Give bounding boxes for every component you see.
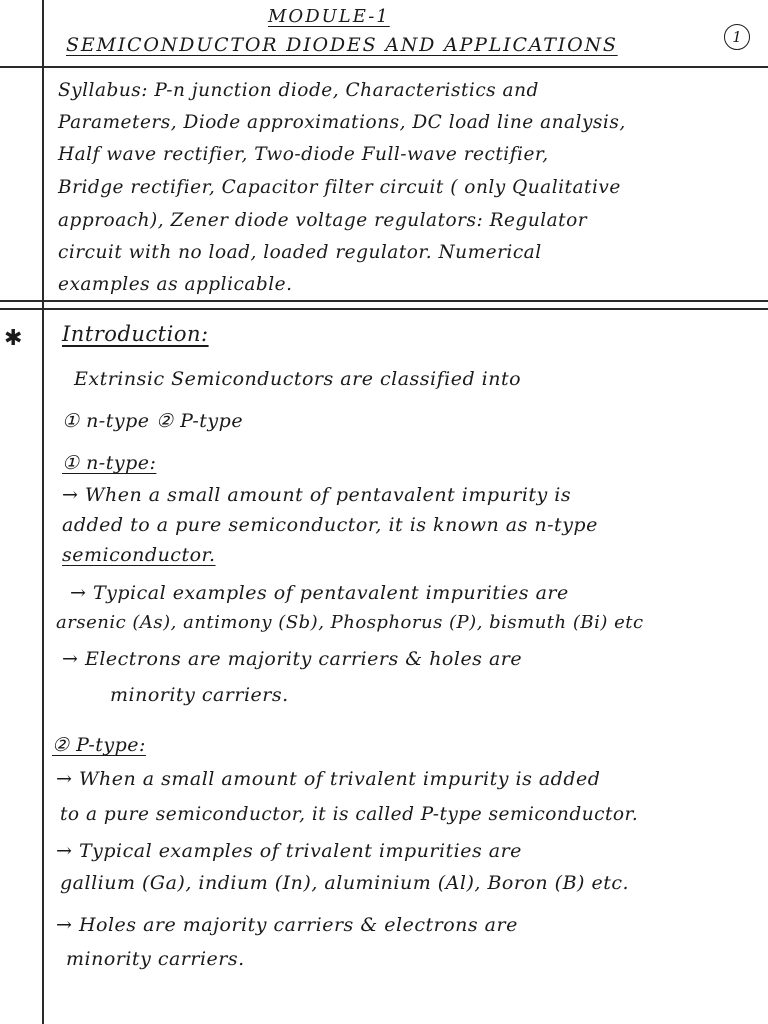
ntype-line: → Typical examples of pentavalent impurities are [70,582,569,604]
syllabus-line: Syllabus: P-n junction diode, Characteristics and [58,80,539,101]
ptype-line: minority carriers. [66,948,245,970]
syllabus-line: circuit with no load, loaded regulator. Numerical [58,242,542,263]
margin-line [42,0,44,1024]
ntype-heading: ① n-type: [62,452,157,474]
ptype-line: → Typical examples of trivalent impurities are [56,840,522,862]
syllabus-line: Half wave rectifier, Two-diode Full-wave rectifier, [58,144,549,165]
syllabus-line: Bridge rectifier, Capacitor filter circuit ( only Qualitative [58,177,621,198]
ntype-line: semiconductor. [62,544,216,566]
header-rule [0,66,768,68]
ptype-heading: ② P-type: [52,734,146,756]
syllabus-line: Parameters, Diode approximations, DC load line analysis, [58,112,626,133]
ntype-line: minority carriers. [110,684,289,706]
module-heading: MODULE-1 [268,6,390,27]
page-number: 1 [724,24,750,50]
intro-line: Extrinsic Semiconductors are classified into [74,368,522,390]
ptype-line: to a pure semiconductor, it is called P-type semiconductor. [60,804,639,825]
intro-line: ① n-type ② P-type [62,410,244,432]
introduction-heading: Introduction: [62,322,209,346]
ptype-line: → Holes are majority carriers & electrons are [56,914,518,936]
syllabus-rule-top [0,300,768,302]
ntype-line: → When a small amount of pentavalent impurity is [62,484,572,506]
asterisk-icon: ✱ [4,326,23,351]
syllabus-line: examples as applicable. [58,274,293,295]
ntype-line: added to a pure semiconductor, it is known as n-type [62,514,598,536]
ptype-line: → When a small amount of trivalent impurity is added [56,768,601,790]
syllabus-line: approach), Zener diode voltage regulators: Regulator [58,210,588,231]
ntype-line: → Electrons are majority carriers & holes are [62,648,523,670]
syllabus-rule-bottom [0,308,768,310]
ptype-line: gallium (Ga), indium (In), aluminium (Al), Boron (B) etc. [60,872,630,894]
page-title: SEMICONDUCTOR DIODES AND APPLICATIONS [66,34,618,56]
ntype-line: arsenic (As), antimony (Sb), Phosphorus (P), bismuth (Bi) etc [56,612,644,633]
